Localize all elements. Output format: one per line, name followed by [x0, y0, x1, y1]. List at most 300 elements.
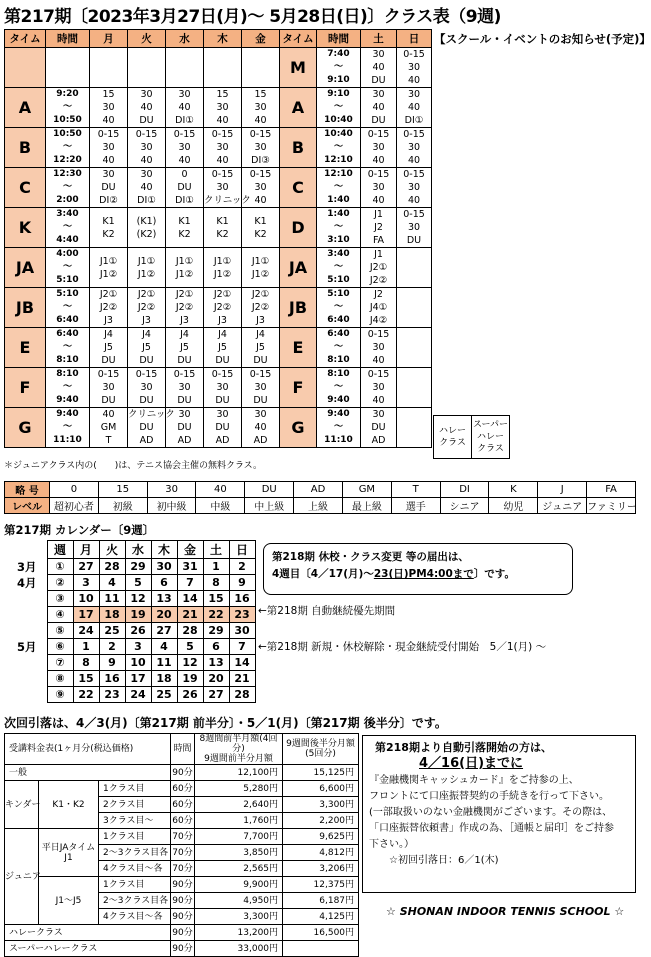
- class-level: DU: [253, 355, 268, 366]
- level-code: K: [489, 482, 538, 498]
- class-cell: [166, 88, 204, 128]
- time-text: 6:40: [56, 315, 79, 325]
- calendar-day: 28: [177, 623, 203, 639]
- class-level: K1: [216, 215, 229, 227]
- class-level: 15: [216, 89, 229, 100]
- info-deadline: 4／16(日)までに: [419, 756, 524, 771]
- calendar-day: 23: [99, 687, 125, 703]
- class-level: J1①: [137, 255, 156, 267]
- class-level: DI①: [175, 195, 194, 206]
- weekend-class-cell: [361, 128, 397, 168]
- calendar-week-row: [17, 655, 255, 671]
- time-text: ～: [333, 382, 343, 392]
- class-level: J4①: [369, 302, 388, 313]
- class-cell: [204, 48, 242, 88]
- class-level: 40: [140, 102, 153, 113]
- class-cell: [128, 408, 175, 448]
- week-number: ⑥: [47, 639, 73, 655]
- week-number: ①: [47, 559, 73, 575]
- level-name: 上級: [294, 498, 343, 514]
- calendar-month: [17, 655, 47, 671]
- class-level: 0-15: [97, 129, 120, 140]
- class-level: DU: [101, 395, 116, 406]
- class-level: 30: [216, 409, 229, 420]
- class-level: J1①: [251, 255, 270, 267]
- class-level: 0-15: [249, 369, 272, 380]
- class-level: 30: [140, 169, 153, 180]
- time-text: 8:10: [56, 369, 79, 379]
- class-level: J2②: [213, 302, 232, 313]
- calendar-header: 金: [177, 541, 203, 559]
- class-level: J2②: [99, 302, 118, 313]
- class-level: DI③: [251, 155, 270, 166]
- class-level: 30: [407, 142, 421, 153]
- class-level: 30: [178, 142, 191, 153]
- fee-amount: 2,200円: [283, 813, 359, 829]
- weekend-slot-label: B: [280, 128, 317, 168]
- class-level: J5: [104, 342, 113, 353]
- class-cell: [242, 408, 280, 448]
- fee-class-count: 3クラス目～: [99, 813, 171, 829]
- time-text: ～: [62, 142, 72, 152]
- time-text: 1:40: [327, 209, 350, 219]
- fee-amount: 9,900円: [195, 877, 283, 893]
- class-level: 0-15: [367, 129, 390, 140]
- calendar-day: 5: [177, 639, 203, 655]
- fee-amount: 13,200円: [195, 925, 283, 941]
- calendar-month: [17, 687, 47, 703]
- fee-category: ハレークラス: [5, 925, 171, 941]
- class-level: DU: [253, 395, 268, 406]
- calendar-day: 20: [203, 671, 229, 687]
- class-level: AD: [215, 435, 230, 446]
- calendar-day: 29: [203, 623, 229, 639]
- schedule-header: 木: [204, 30, 242, 48]
- class-level: K2: [216, 228, 229, 240]
- class-level: 0-15: [403, 49, 425, 60]
- class-level: 40: [140, 155, 153, 166]
- class-cell: [90, 368, 128, 408]
- level-name: 超初心者: [50, 498, 99, 514]
- info-first-debit: ☆初回引落日：6／1(木): [389, 855, 499, 866]
- class-level: 0: [181, 169, 188, 180]
- calendar-day: 14: [229, 655, 255, 671]
- fee-amount: 1,760円: [195, 813, 283, 829]
- week-number: ⑧: [47, 671, 73, 687]
- calendar-header: 週: [47, 541, 73, 559]
- time-text: 3:10: [327, 235, 350, 245]
- class-level: 30: [254, 409, 267, 420]
- time-text: 5:10: [56, 275, 79, 285]
- week-number: ②: [47, 575, 73, 591]
- class-cell: [128, 48, 166, 88]
- schedule-header: タイム: [5, 30, 46, 48]
- level-code-header: 略 号: [5, 482, 50, 498]
- time-slot-label: G: [5, 408, 46, 448]
- calendar-day: 24: [73, 623, 99, 639]
- class-level: 30: [178, 89, 191, 100]
- time-text: 4:40: [56, 235, 79, 245]
- weekend-time-range: [317, 288, 361, 328]
- level-legend-table: [4, 481, 636, 514]
- class-cell: [242, 88, 280, 128]
- weekend-class-cell: [361, 248, 397, 288]
- class-level: 0-15: [403, 209, 425, 220]
- class-level: 40: [216, 155, 229, 166]
- fee-amount: 3,300円: [195, 909, 283, 925]
- class-level: 30: [254, 382, 267, 393]
- time-text: 12:10: [324, 155, 353, 165]
- class-level: 30: [372, 89, 385, 100]
- calendar-day: 25: [151, 687, 177, 703]
- calendar-day: 26: [177, 687, 203, 703]
- class-level: 30: [140, 142, 153, 153]
- fee-class-count: 2クラス目: [99, 797, 171, 813]
- class-level: 40: [178, 102, 191, 113]
- fee-amount: 2,640円: [195, 797, 283, 813]
- level-name: 最上級: [342, 498, 391, 514]
- time-slot-label: A: [5, 88, 46, 128]
- class-level: J1②: [137, 268, 156, 280]
- weekend-time-range: [317, 128, 361, 168]
- calendar-day: 19: [177, 671, 203, 687]
- class-level: DI①: [175, 115, 194, 126]
- class-level: J3: [180, 315, 189, 326]
- fee-category: スーパーハレークラス: [5, 941, 171, 957]
- weekend-time-range: [317, 368, 361, 408]
- class-level: 40: [178, 155, 191, 166]
- class-level: 30: [178, 409, 191, 420]
- calendar-day: 16: [229, 591, 255, 607]
- info-line: フロントにて口座振替契約の手続きを行って下さい。: [369, 791, 609, 802]
- weekend-class-cell: [361, 328, 397, 368]
- class-level: 30: [140, 382, 153, 393]
- time-text: ～: [333, 342, 343, 352]
- time-text: 6:40: [327, 315, 350, 325]
- schedule-row: [5, 48, 432, 88]
- calendar-day: 17: [125, 671, 151, 687]
- level-code: 40: [196, 482, 245, 498]
- class-level: 30: [372, 409, 385, 420]
- time-text: 5:10: [56, 289, 79, 299]
- time-text: ～: [62, 262, 72, 272]
- fee-amount: 4,812円: [283, 845, 359, 861]
- class-level: DU: [215, 395, 230, 406]
- time-text: ～: [333, 422, 343, 432]
- class-level: J3: [142, 315, 151, 326]
- class-level: 30: [216, 382, 229, 393]
- class-level: 0-15: [403, 129, 425, 140]
- class-level: 40: [102, 115, 115, 126]
- class-level: 0-15: [367, 329, 390, 340]
- class-level: 30: [372, 142, 385, 153]
- class-level: DU: [139, 115, 154, 126]
- junior-footnote: ＊ジュニアクラス内の( )は、テニス協会主催の無料クラス。: [4, 461, 262, 471]
- time-text: 10:40: [324, 115, 353, 125]
- time-text: 2:00: [56, 195, 79, 205]
- fee-group: ジュニア: [5, 829, 39, 925]
- class-level: 40: [372, 62, 385, 73]
- calendar-day: 8: [73, 655, 99, 671]
- level-code: 30: [147, 482, 196, 498]
- weekend-class-cell: [397, 248, 432, 288]
- class-cell: [166, 248, 204, 288]
- level-code: AD: [294, 482, 343, 498]
- class-level: J2①: [137, 289, 156, 300]
- fee-header-second-half: 9週間後半分月額 (5回分): [283, 734, 359, 765]
- calendar-day: 3: [73, 575, 99, 591]
- class-level: J5: [256, 342, 265, 353]
- weekend-class-cell: [397, 288, 432, 328]
- weekend-class-cell: [397, 328, 432, 368]
- fee-amount: 3,206円: [283, 861, 359, 877]
- calendar-day: 24: [125, 687, 151, 703]
- fee-header-time: 時間: [171, 734, 195, 765]
- class-level: 30: [254, 182, 267, 193]
- class-level: J1②: [213, 268, 232, 280]
- class-level: 40: [407, 155, 421, 166]
- time-text: 9:10: [327, 75, 350, 85]
- fee-amount: 2,565円: [195, 861, 283, 877]
- level-code: DU: [245, 482, 294, 498]
- weekend-time-range: [317, 408, 361, 448]
- calendar-header: 月: [73, 541, 99, 559]
- time-text: ～: [333, 62, 343, 72]
- time-text: ～: [333, 262, 343, 272]
- class-level: 30: [407, 89, 421, 100]
- class-cell: [166, 48, 204, 88]
- school-name: ☆ SHONAN INDOOR TENNIS SCHOOL ☆: [386, 905, 625, 918]
- class-cell: [90, 408, 128, 448]
- time-text: 3:40: [56, 209, 79, 219]
- calendar-day: 31: [177, 559, 203, 575]
- class-level: K2: [254, 228, 267, 240]
- time-text: 1:40: [327, 195, 350, 205]
- weekend-time-range: [317, 168, 361, 208]
- calendar-day: 21: [177, 607, 203, 623]
- class-level: 40: [102, 409, 115, 420]
- fee-subgroup: J1～J5: [39, 877, 99, 925]
- class-cell: [242, 48, 280, 88]
- class-level: 40: [372, 102, 385, 113]
- calendar-week-row: [17, 607, 255, 623]
- calendar-month: 5月: [17, 639, 37, 654]
- time-text: 12:30: [53, 169, 82, 179]
- class-level: 30: [178, 382, 191, 393]
- class-cell: [204, 168, 251, 208]
- weekend-time-range: [317, 48, 361, 88]
- calendar-day: 14: [177, 591, 203, 607]
- fee-class-count: 4クラス目～各: [99, 909, 171, 925]
- calendar-day: 5: [125, 575, 151, 591]
- class-level: J2②: [251, 302, 270, 313]
- calendar-day: 1: [73, 639, 99, 655]
- calendar-header: 水: [125, 541, 151, 559]
- class-level: J4: [142, 329, 151, 340]
- fee-time: 70分: [171, 829, 195, 845]
- schedule-header: タイム: [280, 30, 317, 48]
- calendar-month: 3月: [17, 559, 37, 574]
- calendar-day: 15: [73, 671, 99, 687]
- calendar-day: 15: [203, 591, 229, 607]
- calendar-day: 23: [229, 607, 255, 623]
- class-cell: [242, 288, 280, 328]
- calendar-day: 13: [151, 591, 177, 607]
- calendar-day: 28: [229, 687, 255, 703]
- weekend-time-range: [317, 248, 361, 288]
- time-slot-label: C: [5, 168, 46, 208]
- callout-line-1: 第218期 休校・クラス変更 等の届出は、: [272, 551, 469, 563]
- weekend-time-range: [317, 328, 361, 368]
- class-level: 40: [407, 195, 421, 206]
- calendar-header: 火: [99, 541, 125, 559]
- class-level: J2①: [99, 289, 118, 300]
- fee-amount: 4,125円: [283, 909, 359, 925]
- week-number: ③: [47, 591, 73, 607]
- calendar-day: 26: [125, 623, 151, 639]
- fee-time: 90分: [171, 877, 195, 893]
- time-text: 9:20: [56, 89, 79, 99]
- weekend-slot-label: JA: [280, 248, 317, 288]
- fee-class-count: 1クラス目: [99, 877, 171, 893]
- fee-amount: 3,300円: [283, 797, 359, 813]
- class-level: 30: [216, 102, 229, 113]
- level-name: 中上級: [245, 498, 294, 514]
- class-level: 30: [102, 169, 115, 180]
- class-cell: [166, 368, 204, 408]
- fee-header-first-half: 8週間前半月額(4回分) 9週間前半分月額: [195, 734, 283, 765]
- class-level: 30: [372, 382, 385, 393]
- class-level: DU: [371, 422, 386, 433]
- calendar-month: [17, 623, 47, 639]
- fee-time: 90分: [171, 941, 195, 957]
- class-level: DI①: [137, 195, 156, 206]
- class-level: DU: [177, 422, 192, 433]
- weekend-class-cell: [397, 48, 432, 88]
- class-level: (K1): [136, 215, 157, 227]
- class-level: 0-15: [249, 129, 272, 140]
- fee-class-count: 1クラス目: [99, 829, 171, 845]
- time-text: 12:20: [53, 155, 82, 165]
- calendar-week-row: [17, 687, 255, 703]
- class-level: 30: [372, 342, 385, 353]
- class-cell: [204, 328, 242, 368]
- calendar-day: 7: [177, 575, 203, 591]
- weekend-class-cell: [361, 408, 397, 448]
- calendar-day: 7: [229, 639, 255, 655]
- time-text: ～: [62, 182, 72, 192]
- time-text: ～: [333, 142, 343, 152]
- callout-deadline-end: 23(日)PM4:00まで: [373, 568, 474, 580]
- class-cell: [166, 208, 204, 248]
- class-level: DI①: [404, 115, 424, 126]
- weekend-class-cell: [361, 208, 397, 248]
- calendar-month: 4月: [17, 575, 37, 590]
- weekend-class-cell: [361, 368, 397, 408]
- fee-time: 60分: [171, 813, 195, 829]
- class-cell: [90, 328, 128, 368]
- fee-time: 90分: [171, 925, 195, 941]
- time-range: [46, 288, 90, 328]
- class-cell: [242, 128, 280, 168]
- schedule-header: 水: [166, 30, 204, 48]
- class-level: K1: [254, 215, 267, 227]
- class-level: DU: [177, 395, 192, 406]
- class-cell: [128, 128, 166, 168]
- class-level: 40: [254, 422, 267, 433]
- schedule-row: [5, 328, 432, 368]
- weekend-class-cell: [361, 48, 397, 88]
- class-level: DU: [101, 355, 116, 366]
- calendar-day: 30: [229, 623, 255, 639]
- weekend-class-cell: [397, 128, 432, 168]
- weekend-time-range: [317, 208, 361, 248]
- time-text: 8:10: [327, 355, 350, 365]
- class-cell: [204, 88, 242, 128]
- class-level: 0-15: [367, 169, 390, 180]
- class-level: DU: [177, 355, 192, 366]
- class-level: DU: [139, 422, 154, 433]
- class-level: J5: [180, 342, 189, 353]
- time-text: 4:00: [56, 249, 79, 259]
- class-level: 30: [102, 142, 115, 153]
- calendar-week-row: [17, 623, 255, 639]
- class-level: 0-15: [249, 169, 272, 180]
- calendar-day: 9: [229, 575, 255, 591]
- class-level: 30: [254, 142, 267, 153]
- calendar-day: 3: [125, 639, 151, 655]
- class-level: J1①: [99, 255, 118, 267]
- class-cell: [128, 368, 166, 408]
- calendar-day: 10: [125, 655, 151, 671]
- fee-amount: 12,100円: [195, 765, 283, 781]
- class-level: K2: [102, 228, 115, 240]
- weekend-class-cell: [397, 168, 432, 208]
- time-text: ～: [333, 102, 343, 112]
- schedule-header: 土: [361, 30, 397, 48]
- class-cell: [128, 248, 166, 288]
- calendar-day: 21: [229, 671, 255, 687]
- time-text: 6:40: [327, 329, 350, 339]
- class-level: 30: [372, 182, 385, 193]
- calendar-day: 4: [151, 639, 177, 655]
- time-range: [46, 328, 90, 368]
- class-level: (K2): [136, 228, 157, 240]
- fee-table: [4, 733, 359, 957]
- class-level: K1: [178, 215, 191, 227]
- class-cell: [128, 208, 166, 248]
- class-level: J2②: [137, 302, 156, 313]
- class-level: 0-15: [173, 129, 196, 140]
- calendar-day: 22: [73, 687, 99, 703]
- weekend-class-cell: [397, 208, 432, 248]
- time-text: ～: [333, 302, 343, 312]
- fee-amount: 15,125円: [283, 765, 359, 781]
- class-cell: [204, 248, 242, 288]
- fee-amount: 9,625円: [283, 829, 359, 845]
- time-text: 10:40: [324, 129, 353, 139]
- class-level: J1: [374, 249, 383, 260]
- class-level: 30: [102, 102, 115, 113]
- fee-amount: 3,850円: [195, 845, 283, 861]
- halley-class-label: ハレー クラス: [434, 416, 472, 459]
- calendar-day: 18: [151, 671, 177, 687]
- fee-subgroup: K1・K2: [39, 781, 99, 829]
- calendar-header: 木: [151, 541, 177, 559]
- class-cell: [90, 88, 128, 128]
- time-text: 9:10: [327, 89, 350, 99]
- class-level: DU: [215, 422, 230, 433]
